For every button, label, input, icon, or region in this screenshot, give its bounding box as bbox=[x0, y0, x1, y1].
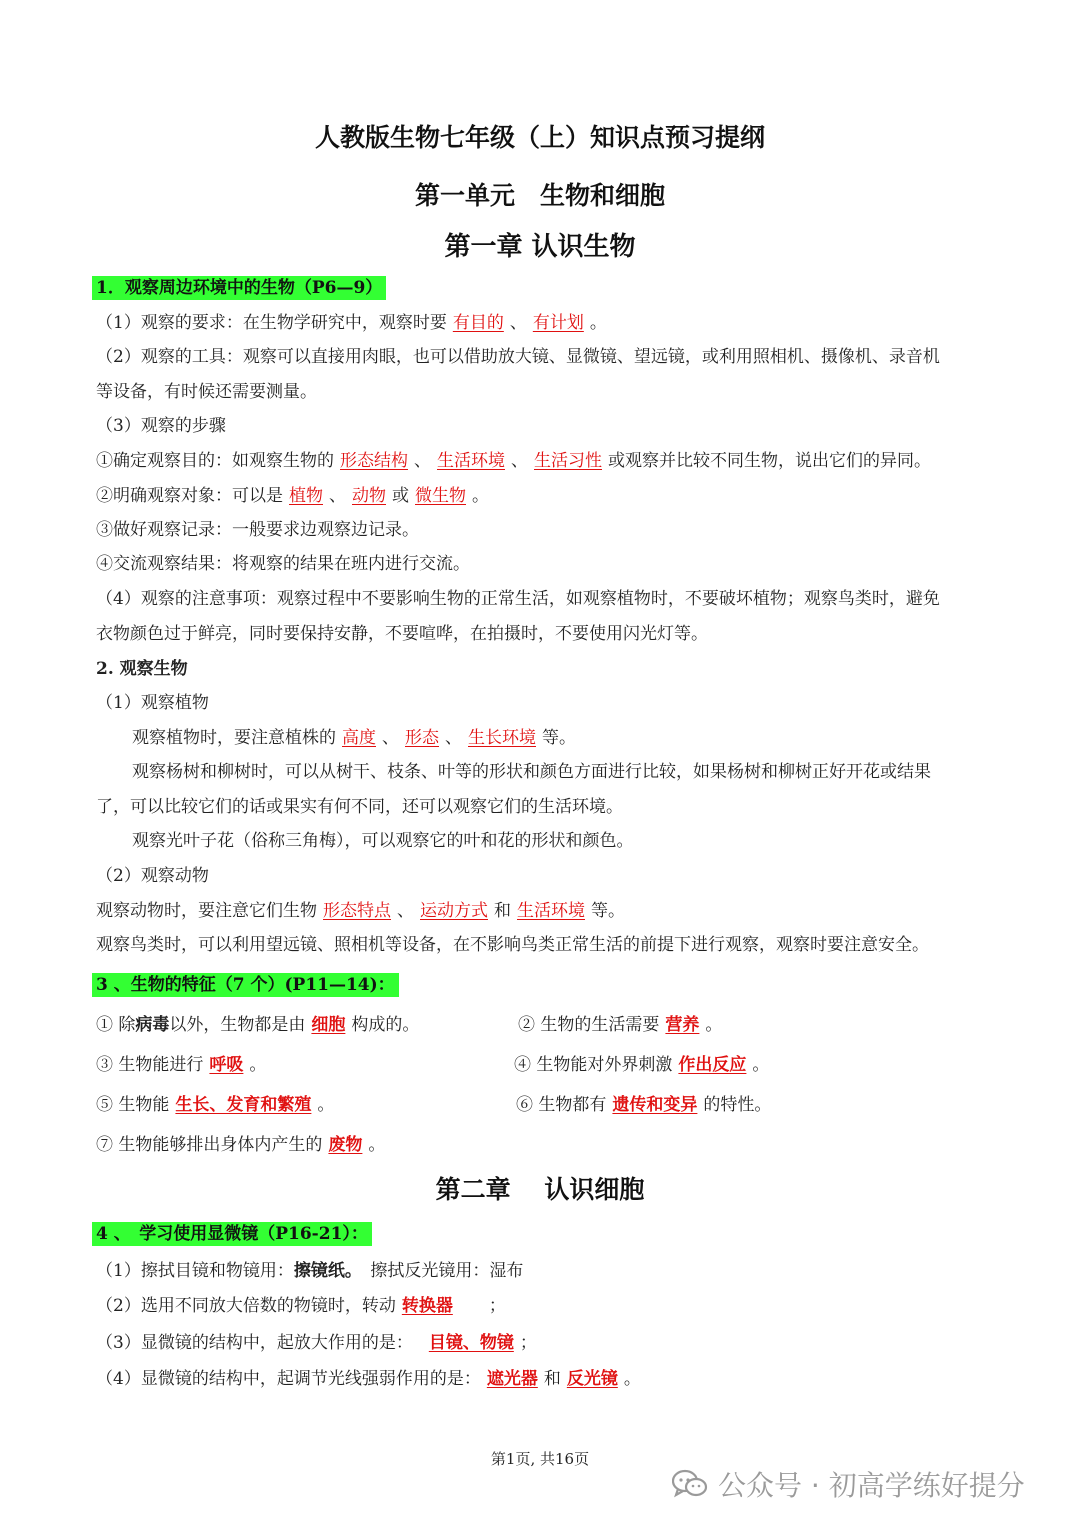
s2-line-5: （2）观察动物 bbox=[96, 866, 209, 886]
s1-line-2b: 等设备，有时候还需要测量。 bbox=[96, 382, 317, 402]
answer-blank: 目镜、物镜 bbox=[428, 1333, 514, 1353]
feature-3: ③ 生物能进行 呼吸 。 bbox=[96, 1055, 267, 1075]
s1-line-4: ①确定观察目的：如观察生物的 形态结构 、 生活环境 、 生活习性 或观察并比较不同生物，说出它们的异同。 bbox=[96, 451, 931, 471]
answer-blank: 呼吸 bbox=[209, 1055, 244, 1075]
answer-blank: 遗传和变异 bbox=[612, 1095, 698, 1115]
s1-line-3: （3）观察的步骤 bbox=[96, 416, 226, 436]
answer-blank: 反光镜 bbox=[566, 1369, 618, 1389]
answer-blank: 植物 bbox=[289, 486, 323, 506]
answer-blank: 作出反应 bbox=[678, 1055, 747, 1075]
answer-blank: 形态 bbox=[405, 728, 439, 748]
section-3-heading: 3 、生物的特征（7 个）(P11—14)： bbox=[92, 973, 399, 997]
answer-blank: 形态结构 bbox=[340, 451, 408, 471]
feature-5: ⑤ 生物能 生长、发育和繁殖 。 bbox=[96, 1095, 335, 1115]
unit-title: 第一单元 生物和细胞 bbox=[414, 181, 665, 210]
s1-line-8b: 衣物颜色过于鲜亮，同时要保持安静，不要喧哗，在拍摄时，不要使用闪光灯等。 bbox=[96, 624, 708, 644]
s2-line-4: 观察光叶子花（俗称三角梅），可以观察它的叶和花的形状和颜色。 bbox=[132, 831, 634, 851]
s2-line-2: 观察植物时，要注意植株的 高度 、 形态 、 生长环境 等。 bbox=[132, 728, 576, 748]
watermark bbox=[672, 1464, 1025, 1504]
page-footer: 第1页, 共16页 bbox=[490, 1450, 590, 1468]
answer-blank: 细胞 bbox=[311, 1015, 346, 1035]
answer-blank: 微生物 bbox=[415, 486, 466, 506]
answer-blank: 转换器 bbox=[401, 1296, 453, 1316]
s2-line-3b: 了，可以比较它们的话或果实有何不同，还可以观察它们的生活环境。 bbox=[96, 797, 623, 817]
s2-line-6: 观察动物时，要注意它们生物 形态特点 、 运动方式 和 生活环境 等。 bbox=[96, 901, 625, 921]
answer-blank: 废物 bbox=[328, 1135, 363, 1155]
answer-blank: 高度 bbox=[342, 728, 376, 748]
s2-line-3a: 观察杨树和柳树时，可以从树干、枝条、叶等的形状和颜色方面进行比较，如果杨树和柳树正好开花或结果 bbox=[132, 762, 931, 782]
answer-blank: 遮光器 bbox=[486, 1369, 538, 1389]
s2-line-7: 观察鸟类时，可以利用望远镜、照相机等设备，在不影响鸟类正常生活的前提下进行观察，观察时要注意安全。 bbox=[96, 935, 929, 955]
answer-blank: 有计划 bbox=[532, 313, 584, 333]
feature-2: ② 生物的生活需要 营养 。 bbox=[518, 1015, 723, 1035]
chapter-1-title: 第一章 认识生物 bbox=[444, 232, 636, 262]
s1-line-5: ②明确观察对象：可以是 植物 、 动物 或 微生物 。 bbox=[96, 486, 489, 506]
answer-blank: 营养 bbox=[665, 1015, 700, 1035]
feature-6: ⑥ 生物都有 遗传和变异 的特性。 bbox=[516, 1095, 772, 1115]
answer-blank: 生活习性 bbox=[534, 451, 602, 471]
s1-line-7: ④交流观察结果：将观察的结果在班内进行交流。 bbox=[96, 554, 470, 574]
document-title: 人教版生物七年级（上）知识点预习提纲 bbox=[314, 123, 765, 152]
s4-line-1: （1）擦拭目镜和物镜用：擦镜纸。 擦拭反光镜用：湿布 bbox=[96, 1261, 524, 1281]
s1-line-6: ③做好观察记录：一般要求边观察边记录。 bbox=[96, 520, 419, 540]
s2-line-1: （1）观察植物 bbox=[96, 693, 209, 713]
feature-1: ① 除病毒以外，生物都是由 细胞 构成的。 bbox=[96, 1015, 420, 1035]
wechat-icon bbox=[672, 1469, 708, 1499]
s1-line-8a: （4）观察的注意事项：观察过程中不要影响生物的正常生活，如观察植物时，不要破坏植物；观察鸟类时，避免 bbox=[96, 589, 940, 609]
watermark-text: 公众号 · 初高学练好提分 bbox=[718, 1469, 1025, 1502]
answer-blank: 有目的 bbox=[452, 313, 504, 333]
chapter-2-title: 第二章 认识细胞 bbox=[435, 1175, 645, 1204]
section-1-heading: 1．观察周边环境中的生物（P6—9） bbox=[92, 276, 386, 300]
feature-4: ④ 生物能对外界刺激 作出反应 。 bbox=[514, 1055, 770, 1075]
s4-line-4: （4）显微镜的结构中，起调节光线强弱作用的是： 遮光器 和 反光镜 。 bbox=[96, 1369, 641, 1389]
answer-blank: 动物 bbox=[352, 486, 386, 506]
section-2-heading: 2. 观察生物 bbox=[96, 659, 188, 679]
answer-blank: 生长、发育和繁殖 bbox=[175, 1095, 312, 1115]
s4-line-3: （3）显微镜的结构中，起放大作用的是： 目镜、物镜 ； bbox=[96, 1333, 537, 1353]
answer-blank: 生活环境 bbox=[517, 901, 585, 921]
s4-line-2: （2）选用不同放大倍数的物镜时，转动 转换器 ； bbox=[96, 1296, 506, 1316]
feature-7: ⑦ 生物能够排出身体内产生的 废物 。 bbox=[96, 1135, 386, 1155]
answer-blank: 生长环境 bbox=[468, 728, 536, 748]
answer-blank: 形态特点 bbox=[323, 901, 391, 921]
section-4-heading: 4 、 学习使用显微镜（P16-21）： bbox=[92, 1222, 372, 1246]
answer-blank: 生活环境 bbox=[437, 451, 505, 471]
answer-blank: 运动方式 bbox=[420, 901, 488, 921]
s1-line-2a: （2）观察的工具：观察可以直接用肉眼，也可以借助放大镜、显微镜、望远镜，或利用照相机、摄像机、录音机 bbox=[96, 347, 940, 367]
s1-line-1: （1）观察的要求：在生物学研究中，观察时要 有目的 、 有计划 。 bbox=[96, 313, 607, 333]
